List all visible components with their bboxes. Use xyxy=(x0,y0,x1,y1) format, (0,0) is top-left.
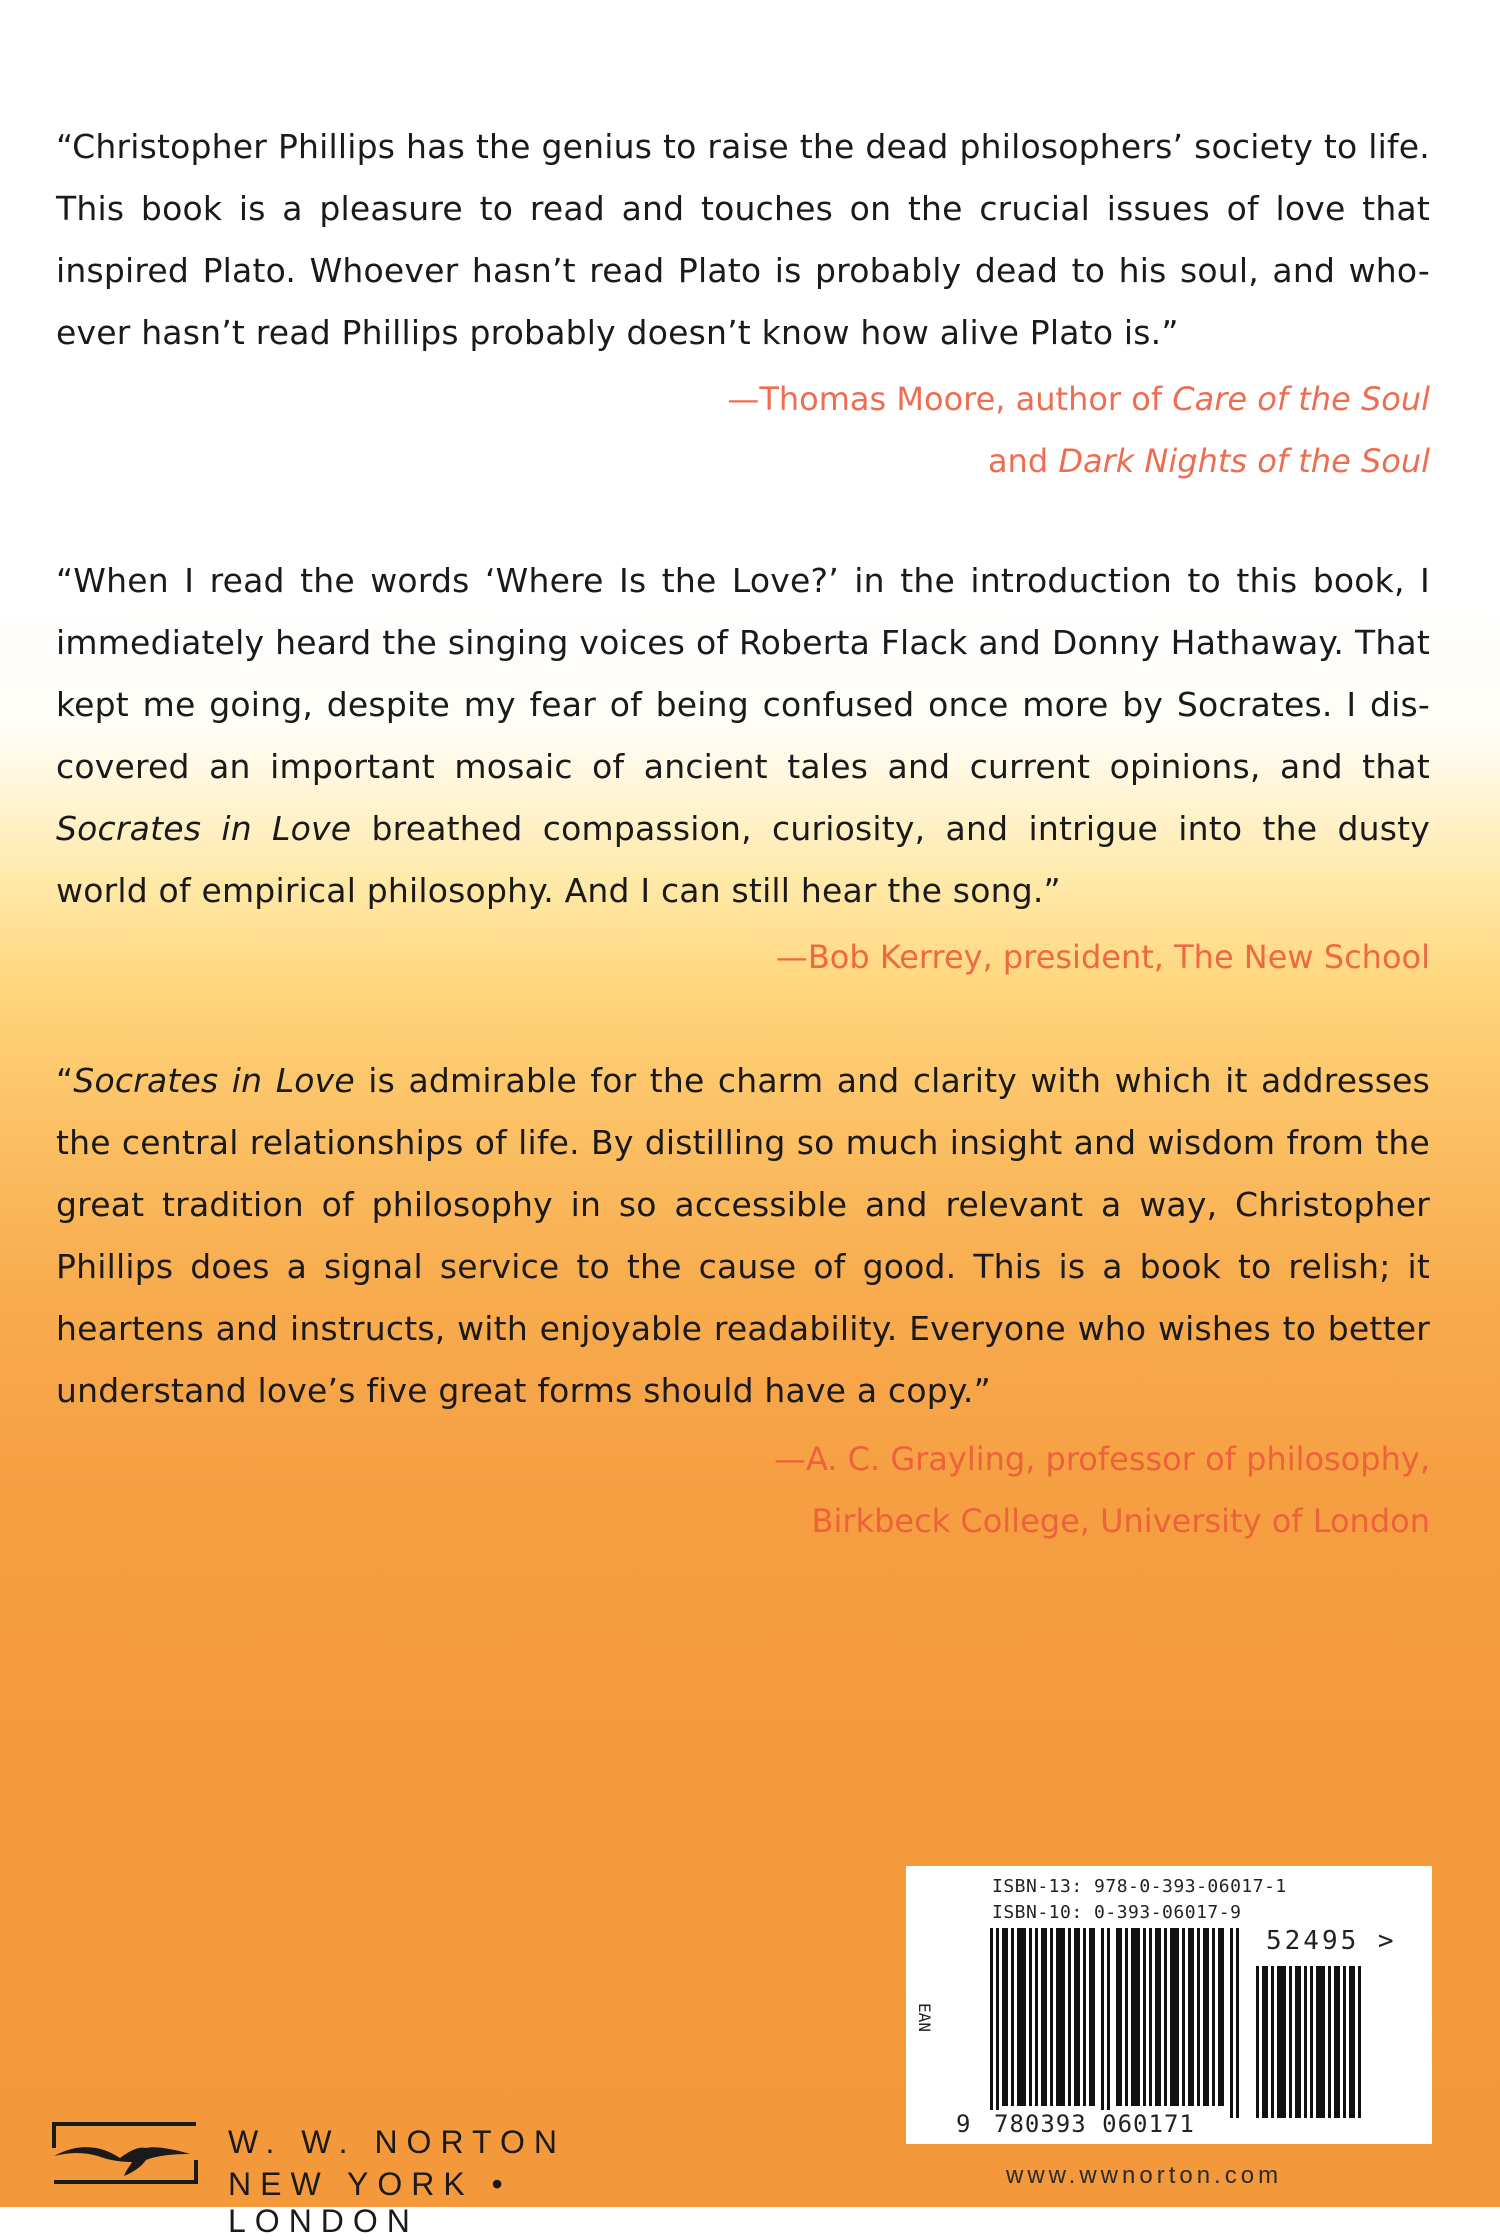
attribution-1-name: —Thomas Moore, author of xyxy=(727,380,1173,418)
ean-barcode xyxy=(990,1928,1240,2118)
blurb-quote-3 xyxy=(56,1050,1430,1422)
publisher-block xyxy=(40,2108,680,2239)
blurb-quote-1-text: “Christopher Phillips has the genius to raise the dead philosophers’ society to life. This book is a pleasure to read and touches on the crucial issues of love that inspired Plato. Whoever hasn’t read Plato is probably dead to his soul, and who-ever hasn’t read Phillips probably doesn’t know how alive Plato is.” xyxy=(56,127,1430,352)
seagull-logo xyxy=(50,2120,230,2186)
blurb-attribution-2 xyxy=(530,926,1430,988)
blurb-quote-3-text: is admirable for the charm and clarity with which it addresses the central relationships of life. By distilling so much insight and wisdom from the great tradition of philosophy in so accessible and relevant a way, Christopher Phillips does a signal service to the cause of good. This is a book to relish; it heartens and instructs, with enjoyable readability. Everyone who wishes to better understand love’s five great forms should have a copy.” xyxy=(56,1061,1430,1410)
attribution-3-line-2: Birkbeck College, University of London xyxy=(811,1502,1430,1540)
blurb-quote-2-book-title: Socrates in Love xyxy=(56,809,352,848)
barcode-panel xyxy=(906,1866,1432,2144)
blurb-quote-2-text-b: breathed compassion, curiosity, and intrigue into the dusty world of empirical philosophy. And I can still hear the song.” xyxy=(56,809,1430,910)
ean-first-digit: 9 xyxy=(956,2110,971,2138)
blurb-quote-3-book-title: Socrates in Love xyxy=(73,1061,355,1100)
attribution-1-line-2 xyxy=(530,430,1430,492)
attribution-3-line-1: —A. C. Grayling, professor of philosophy, xyxy=(773,1440,1430,1478)
blurb-attribution-3 xyxy=(530,1428,1430,1552)
attribution-1-book-2: Dark Nights of the Soul xyxy=(1058,442,1430,480)
isbn-10: ISBN-10: 0-393-06017-9 xyxy=(992,1902,1242,1923)
attribution-1-line-1 xyxy=(530,368,1430,430)
blurb-quote-1 xyxy=(56,116,1430,364)
publisher-website: www.wwnorton.com xyxy=(1006,2162,1283,2189)
price-addon-digits: 52495 > xyxy=(1266,1926,1397,1956)
publisher-name: W. W. NORTON xyxy=(228,2124,566,2160)
blurb-attribution-1 xyxy=(530,368,1430,492)
attribution-1-and: and xyxy=(987,442,1059,480)
price-addon-barcode xyxy=(1256,1966,1366,2118)
blurb-quote-3-open-quote: “ xyxy=(56,1061,74,1100)
blurb-quote-2 xyxy=(56,550,1430,922)
blurb-quote-2-text-a: “When I read the words ‘Where Is the Love?’ in the introduction to this book, I immediately heard the singing voices of Roberta Flack and Donny Hathaway. That kept me going, despite my fear of being confused once more by Socrates. I dis-covered an important mosaic of ancient tales and current opinions, and that xyxy=(56,561,1430,786)
publisher-cities: NEW YORK • LONDON xyxy=(228,2166,512,2239)
ean-label: EAN xyxy=(914,2003,934,2032)
ean-digits: 780393 060171 xyxy=(990,2110,1199,2138)
seagull-logo-icon xyxy=(50,2120,200,2186)
attribution-2-line-1: —Bob Kerrey, president, The New School xyxy=(775,938,1430,976)
attribution-1-book-1: Care of the Soul xyxy=(1172,380,1430,418)
isbn-13: ISBN-13: 978-0-393-06017-1 xyxy=(992,1876,1287,1897)
